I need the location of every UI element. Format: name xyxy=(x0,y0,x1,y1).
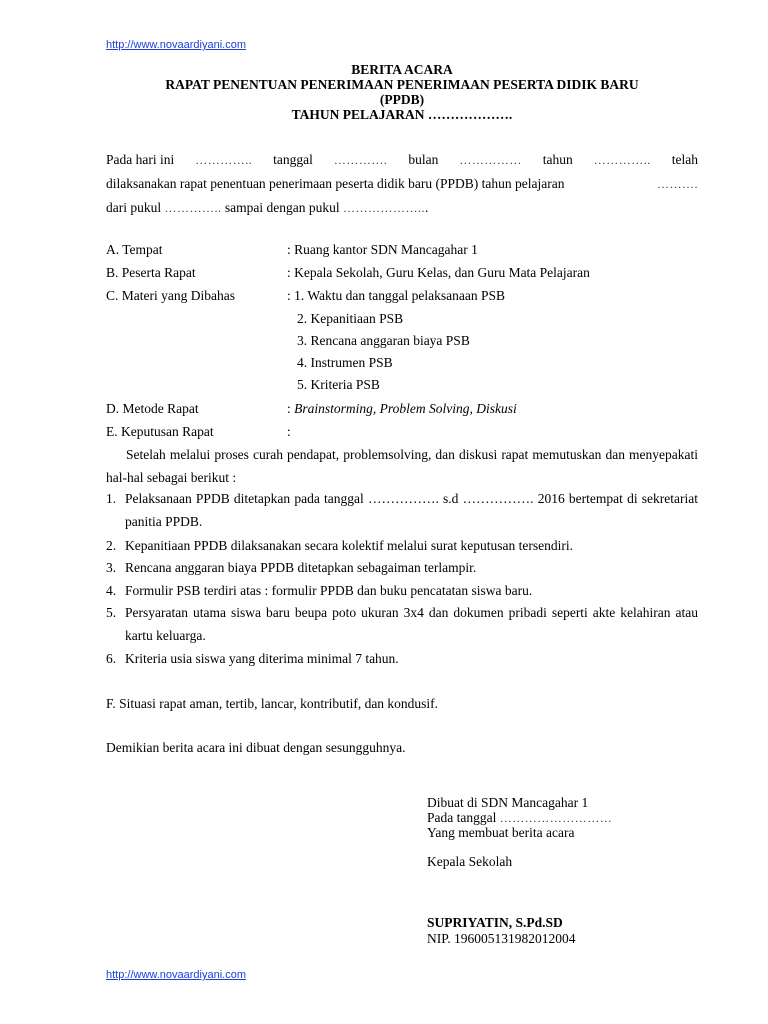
signature-nip: NIP. 196005131982012004 xyxy=(427,931,576,946)
blank-dots: …………. xyxy=(333,153,388,167)
blank-dots: …………… xyxy=(459,153,522,167)
topic-item: 3. Rencana anggaran biaya PSB xyxy=(297,333,470,348)
blank-dots: ……………………… xyxy=(499,811,613,825)
signature-role: Kepala Sekolah xyxy=(427,854,513,869)
intro-line-1 xyxy=(106,148,698,172)
method-value: : Brainstorming, Problem Solving, Diskusi xyxy=(287,401,517,416)
blank-dots: ……………….. xyxy=(342,201,425,215)
intro-word: tahun xyxy=(542,152,573,167)
intro-word: Pada hari ini xyxy=(106,152,175,167)
title-line-2: RAPAT PENENTUAN PENERIMAAN PENERIMAAN PESERTA DIDIK BARU xyxy=(165,77,639,92)
participants-label: B. Peserta Rapat xyxy=(106,265,196,280)
title-line-3: (PPDB) xyxy=(379,92,425,107)
participants-value: : Kepala Sekolah, Guru Kelas, dan Guru Mata Pelajaran xyxy=(287,265,590,280)
intro-word: tanggal xyxy=(273,152,313,167)
intro-line-3: dari pukul ………….. sampai dengan pukul ………………... xyxy=(106,200,429,215)
intro-line-2 xyxy=(106,172,698,196)
situation-line: F. Situasi rapat aman, tertib, lancar, kontributif, dan kondusif. xyxy=(106,696,439,711)
decision-item: 5. Persyaratan utama siswa baru beupa poto ukuran 3x4 dan dokumen pribadi seperti akte kelahiran atau kartu keluarga. xyxy=(106,605,698,643)
header-link[interactable]: http://www.novaardiyani.com xyxy=(106,39,247,51)
topics-value: : 1. Waktu dan tanggal pelaksanaan PSB xyxy=(287,288,505,303)
signature-maker: Yang membuat berita acara xyxy=(427,825,575,840)
place-value: : Ruang kantor SDN Mancagahar 1 xyxy=(287,242,478,257)
place-label: A. Tempat xyxy=(106,242,163,257)
blank-dots: ………….. xyxy=(195,153,253,167)
decision-label: E. Keputusan Rapat xyxy=(106,424,214,439)
decision-item: 1. Pelaksanaan PPDB ditetapkan pada tanggal ……………. s.d ……………. 2016 bertempat di sekretariat panitia PPDB. xyxy=(106,491,698,529)
decision-item: 2. Kepanitiaan PPDB dilaksanakan secara kolektif melalui surat keputusan tersendiri. xyxy=(106,538,573,553)
decision-colon: : xyxy=(287,424,291,439)
intro-word: telah xyxy=(671,152,698,167)
decision-item: 3. Rencana anggaran biaya PPDB ditetapkan sebagaiman terlampir. xyxy=(106,560,477,575)
title-line-1: BERITA ACARA xyxy=(351,62,453,77)
intro-text: dilaksanakan rapat penentuan penerimaan peserta didik baru (PPDB) tahun pelajaran xyxy=(106,176,565,191)
closing-line: Demikian berita acara ini dibuat dengan sesungguhnya. xyxy=(106,740,406,755)
intro-word: bulan xyxy=(408,152,439,167)
footer-link[interactable]: http://www.novaardiyani.com xyxy=(106,969,247,981)
blank-dots: ………. xyxy=(657,177,698,191)
signature-name: SUPRIYATIN, S.Pd.SD xyxy=(427,915,563,930)
blank-dots: ………….. xyxy=(164,201,222,215)
decision-intro: Setelah melalui proses curah pendapat, problemsolving, dan diskusi rapat memutuskan dan menyepakati hal-hal sebagai berikut : xyxy=(106,447,698,485)
signature-date: Pada tanggal ……………………… xyxy=(427,810,613,825)
decision-item: 6. Kriteria usia siswa yang diterima minimal 7 tahun. xyxy=(106,651,399,666)
title-line-4: TAHUN PELAJARAN ………………. xyxy=(291,107,513,122)
method-label: D. Metode Rapat xyxy=(106,401,199,416)
signature-place: Dibuat di SDN Mancagahar 1 xyxy=(427,795,589,810)
topic-item: 2. Kepanitiaan PSB xyxy=(297,311,404,326)
document-title xyxy=(106,62,698,122)
topic-item: 4. Instrumen PSB xyxy=(297,355,393,370)
topic-item: 5. Kriteria PSB xyxy=(297,377,380,392)
topics-label: C. Materi yang Dibahas xyxy=(106,288,235,303)
decision-item: 4. Formulir PSB terdiri atas : formulir PPDB dan buku pencatatan siswa baru. xyxy=(106,583,533,598)
blank-dots: ………….. xyxy=(593,153,651,167)
